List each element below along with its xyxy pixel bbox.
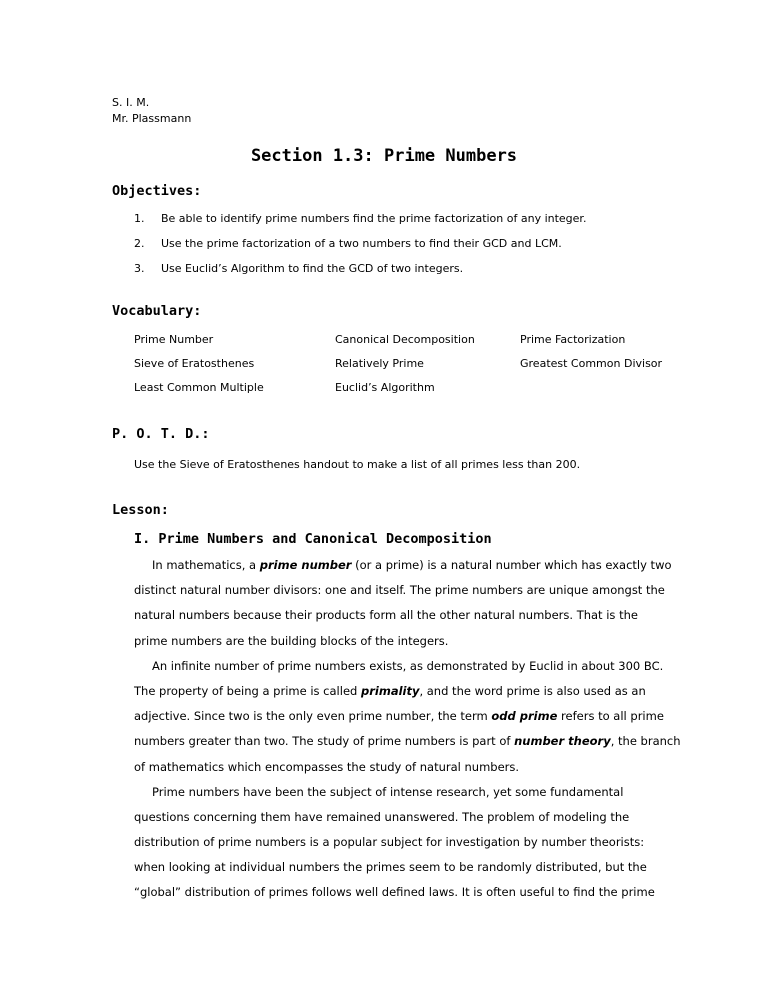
term-number-theory: number theory	[514, 734, 611, 749]
objective-text: Use Euclid’s Algorithm to find the GCD of two integers.	[161, 262, 464, 275]
lesson-heading: Lesson:	[112, 502, 169, 518]
term-primality: primality	[360, 683, 420, 698]
text-run: In mathematics, a	[152, 558, 260, 572]
paragraph-line	[134, 704, 681, 729]
objective-number: 1.	[134, 212, 145, 225]
paragraph-line: “global” distribution of primes follows well defined laws. It is often useful to find the prime	[134, 885, 655, 900]
paragraph-line	[134, 729, 681, 754]
vocab-term: Prime Factorization	[520, 333, 626, 346]
potd-heading: P. O. T. D.:	[112, 426, 210, 442]
header-line-1: S. I. M.	[112, 96, 150, 109]
text-run: The property of being a prime is called	[134, 683, 361, 698]
paragraph-line: distribution of prime numbers is a popular subject for investigation by number theorists:	[134, 835, 645, 850]
header-line-2: Mr. Plassmann	[112, 112, 192, 125]
objective-text: Be able to identify prime numbers find the prime factorization of any integer.	[161, 212, 587, 225]
lesson-subheading: I. Prime Numbers and Canonical Decomposition	[134, 531, 492, 547]
paragraph-line: An infinite number of prime numbers exists, as demonstrated by Euclid in about 300 BC.	[152, 658, 664, 673]
text-run: adjective. Since two is the only even prime number, the term	[134, 709, 492, 724]
paragraph-line: Prime numbers have been the subject of intense research, yet some fundamental	[152, 784, 624, 799]
objectives-heading: Objectives:	[112, 183, 202, 199]
vocab-term: Sieve of Eratosthenes	[134, 357, 255, 370]
vocab-term: Relatively Prime	[335, 357, 424, 370]
potd-text: Use the Sieve of Eratosthenes handout to make a list of all primes less than 200.	[134, 458, 581, 471]
objective-text: Use the prime factorization of a two numbers to find their GCD and LCM.	[161, 237, 562, 250]
vocab-term: Greatest Common Divisor	[520, 357, 663, 370]
objective-number: 3.	[134, 262, 145, 275]
text-run: , the branch	[610, 734, 681, 749]
vocab-term: Canonical Decomposition	[335, 333, 475, 346]
paragraph-line: questions concerning them have remained unanswered. The problem of modeling the	[134, 809, 630, 824]
text-run: , and the word prime is also used as an	[419, 683, 646, 698]
paragraph-line	[134, 553, 681, 578]
term-prime-number: prime number	[259, 558, 352, 572]
vocab-term: Prime Number	[134, 333, 214, 346]
vocab-term: Euclid’s Algorithm	[335, 381, 435, 394]
objective-number: 2.	[134, 237, 145, 250]
paragraph-line: prime numbers are the building blocks of the integers.	[134, 633, 449, 648]
vocab-term: Least Common Multiple	[134, 381, 264, 394]
lesson-body	[134, 553, 681, 906]
paragraph-line: distinct natural number divisors: one and itself. The prime numbers are unique amongst the	[134, 583, 665, 598]
paragraph-line: of mathematics which encompasses the study of natural numbers.	[134, 759, 520, 774]
text-run: refers to all prime	[557, 709, 664, 724]
text-run: (or a prime) is a natural number which has exactly two	[351, 558, 672, 572]
text-run: numbers greater than two. The study of prime numbers is part of	[134, 734, 515, 749]
term-odd-prime: odd prime	[491, 709, 558, 724]
paragraph-line: natural numbers because their products form all the other natural numbers. That is the	[134, 608, 638, 623]
paragraph-line: when looking at individual numbers the primes seem to be randomly distributed, but the	[134, 860, 647, 875]
page-title: Section 1.3: Prime Numbers	[250, 146, 518, 166]
vocabulary-heading: Vocabulary:	[112, 303, 202, 319]
paragraph-line	[134, 679, 681, 704]
